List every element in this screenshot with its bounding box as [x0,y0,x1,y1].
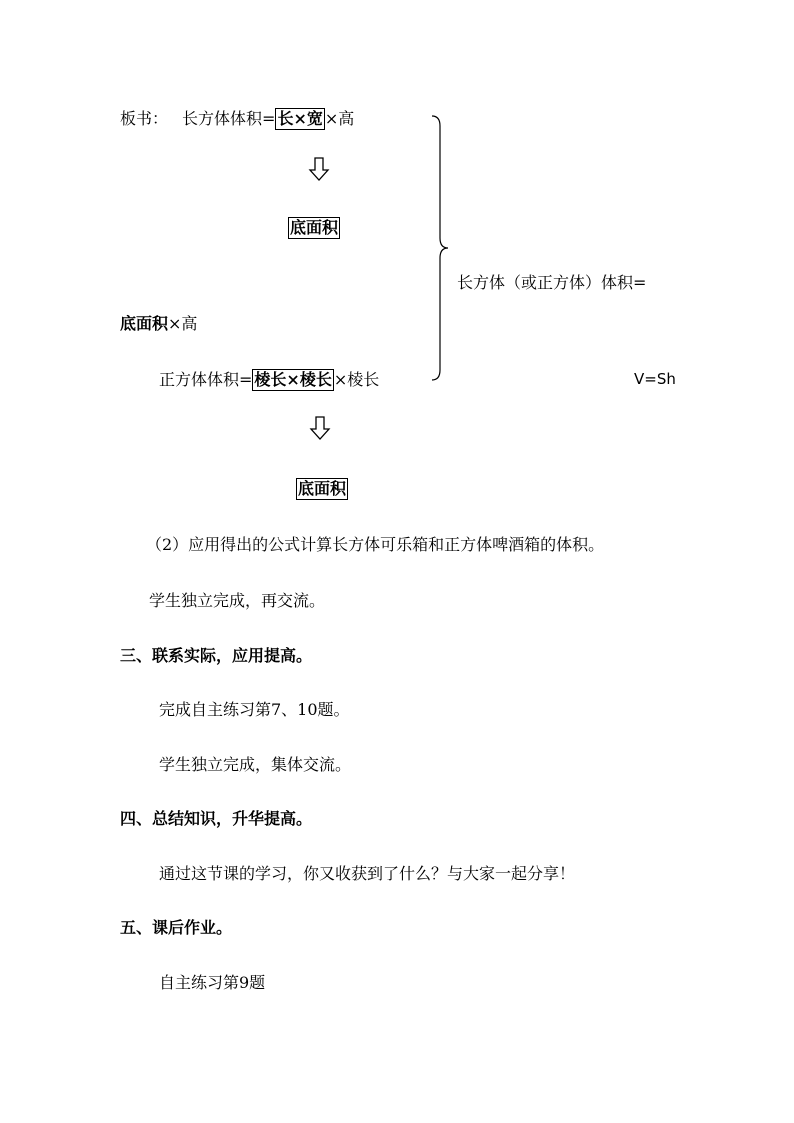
cube-volume-lead: 正方体体积= [159,370,253,389]
heading-section-3: 三、联系实际，应用提高。 [120,646,313,665]
formula-vsh: V=Sh [634,370,676,388]
base-area-box-1: 底面积 [290,218,339,237]
cube-boxed-term: 棱长×棱长 [254,370,332,389]
cuboid-volume-lead: 长方体体积= [182,109,276,128]
paragraph-independent-2: 学生独立完成，集体交流。 [159,755,352,774]
paragraph-homework: 自主练习第9题 [159,973,266,992]
board-line-cube [159,369,379,391]
base-area-times-height [120,314,197,334]
base-area-bold: 底面积 [120,314,169,333]
cuboid-volume-tail: ×高 [324,109,355,128]
cube-volume-tail: ×棱长 [333,370,380,389]
paragraph-apply-formula: （2）应用得出的公式计算长方体可乐箱和正方体啤酒箱的体积。 [146,535,605,554]
base-area-2 [296,478,348,500]
base-area-box-2: 底面积 [298,479,347,498]
down-arrow-icon [309,415,331,441]
right-brace-icon [430,114,452,382]
board-label: 板书： [120,109,169,128]
cuboid-boxed-term: 长×宽 [277,109,323,128]
down-arrow-icon [308,156,330,182]
heading-section-4: 四、总结知识，升华提高。 [120,809,313,828]
right-volume-text: 长方体（或正方体）体积= [457,273,647,292]
base-area-1 [288,217,340,239]
paragraph-exercise: 完成自主练习第7、10题。 [159,700,350,719]
paragraph-independent-1: 学生独立完成，再交流。 [149,591,326,610]
paragraph-summary: 通过这节课的学习，你又收获到了什么？与大家一起分享！ [159,864,576,883]
board-line-cuboid [120,108,354,130]
times-height: ×高 [168,314,198,333]
heading-section-5: 五、课后作业。 [120,918,233,937]
